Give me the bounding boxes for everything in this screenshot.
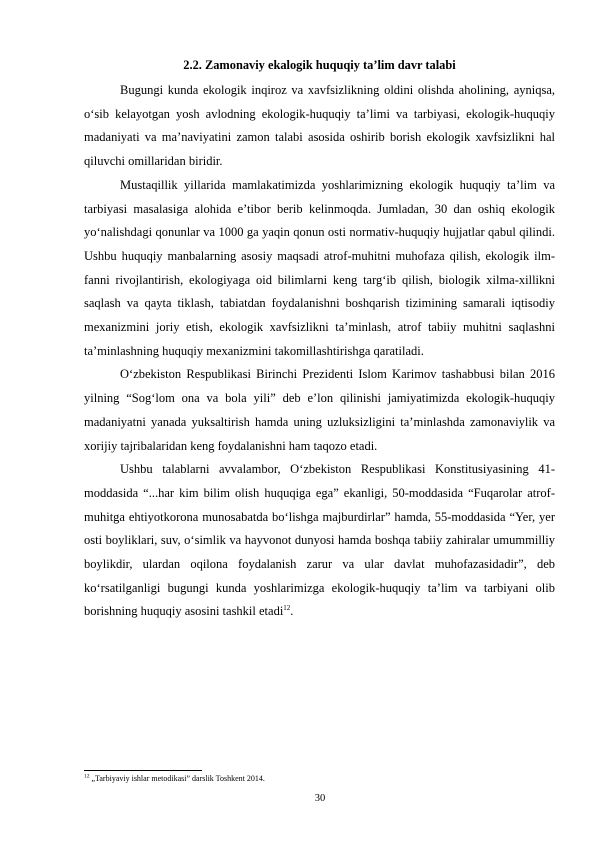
body-text — [84, 79, 555, 624]
footnote — [84, 774, 555, 784]
footnote-text: „Tarbiyaviy ishlar metodikasi” darslik Toshkent 2014. — [89, 774, 265, 783]
page-number: 30 — [314, 793, 326, 804]
paragraph-2: Mustaqillik yillarida mamlakatimizda yoshlarimizning ekologik huquqiy ta’lim va tarbiyasi masalasiga alohida e’tibor berib kelinmoqda. Jumladan, 30 dan oshiq ekologik yo‘nalishdagi qonunlar va 1000 ga yaqin qonun osti normativ-huquqiy hujjatlar qabul qilindi. Ushbu huquqiy manbalarning asosiy maqsadi atrof-muhitni muhofaza qilish, ekologik ilm-fanni rivojlantirish, ekologiyaga oid bilimlarni keng targ‘ib qilish, biologik xilma-xillikni saqlash va qayta tiklash, tabiatdan foydalanishni boshqarish tizimining samarali iqtisodiy mexanizmini joriy etish, ekologik xavfsizlikni ta’minlash, atrof tabiiy muhitni saqlashni ta’minlashning huquqiy mexanizmini takomillashtirishga qaratiladi. — [84, 177, 555, 358]
section-heading: 2.2. Zamonaviy ekalogik huquqiy ta’lim davr talabi — [183, 58, 456, 72]
paragraph-4 — [84, 458, 555, 624]
footnote-separator — [84, 770, 202, 771]
paragraph-3: O‘zbekiston Respublikasi Birinchi Prezidenti Islom Karimov tashabbusi bilan 2016 yilning “Sog‘lom ona va bola yili” deb e’lon qilinishi jamiyatimizda ekologik-huquqiy madaniyatni yanada yuksaltirish hamda uning uzluksizligini ta’minlashda zamonaviylik va xorijiy tajribalaridan keng foydalanishni ham taqozo etadi. — [84, 367, 555, 453]
footnote-number: 12 — [84, 773, 90, 780]
paragraph-4-text: Ushbu talablarni avvalambor, O‘zbekiston Respublikasi Konstitusiyasining 41-moddasida “...har kim bilim olish huquqiga ega” ekanligi, 50-moddasida “Fuqarolar atrof-muhitga ehtiyotkorona munosabatda bo‘lishga majburdirlar” hamda, 55-moddasida “Yer, yer osti boyliklari, suv, o‘simlik va hayvonot dunyosi hamda boshqa tabiiy zahiralar umummilliy boylikdir, ulardan oqilona foydalanish zarur va ular davlat muhofazasidadir”, deb ko‘rsatilganligi bugungi kunda yoshlarimizga ekologik-huquqiy ta’lim va tarbiyani olib borishning huquqiy asosini tashkil etadi — [84, 462, 555, 619]
footnote-reference[interactable]: 12 — [283, 604, 291, 613]
paragraph-1: Bugungi kunda ekologik inqiroz va xavfsizlikning oldini olishda aholining, ayniqsa, o‘sib kelayotgan yosh avlodning ekologik-huquqiy ta’limi va tarbiyasi, ekologik-huquqiy madaniyati va ma’naviyatini zamon talabi asosida oshirib borish ekologik xavfsizlikni hal qiluvchi omillaridan biridir. — [84, 83, 555, 169]
paragraph-4-ending: . — [290, 604, 294, 619]
